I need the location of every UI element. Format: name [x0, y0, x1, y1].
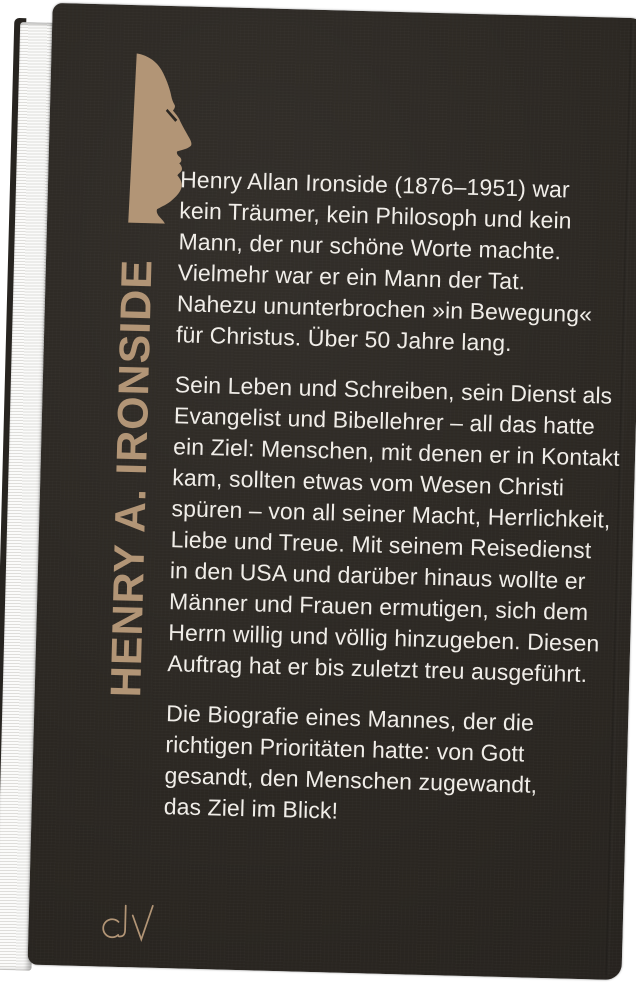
- text-line: Sein Leben und Schreiben, sein Dienst als: [174, 371, 613, 409]
- text-line: Auftrag hat er bis zuletzt treu ausgeführt.: [167, 650, 588, 688]
- clv-logo: [98, 898, 157, 944]
- text-line: Nahezu ununterbrochen »in Bewegung«: [176, 290, 593, 328]
- text-line: Evangelist und Bibellehrer – all das hatte: [173, 402, 596, 440]
- paragraph-2: [167, 369, 625, 691]
- spine-vertical-title: [98, 234, 167, 721]
- text-line: Liebe und Treue. Mit seinem Reisedienst: [170, 526, 592, 564]
- text-line: Die Biografie eines Mannes, der die: [165, 700, 535, 736]
- text-line: Henry Allan Ironside (1876–1951) war: [179, 166, 571, 203]
- text-line: kam, sollten etwas vom Wesen Christi: [172, 464, 565, 501]
- text-line: kein Träumer, kein Philosoph und kein: [179, 197, 572, 234]
- text-line: ein Ziel: Menschen, mit denen er in Kontakt: [172, 433, 621, 471]
- text-line: Herrn willig und völlig hinzugeben. Diesen: [167, 619, 600, 657]
- paragraph-1: [176, 164, 631, 362]
- book: [0, 2, 636, 986]
- text-line: spüren – von all seiner Macht, Herrlichkeit,: [171, 495, 611, 533]
- text-line: das Ziel im Blick!: [163, 793, 339, 824]
- back-cover: [28, 3, 636, 980]
- text-line: Vielmehr war er ein Mann der Tat.: [177, 259, 526, 295]
- back-cover-text: [163, 164, 630, 834]
- text-line: Männer und Frauen ermutigen, sich dem: [168, 588, 589, 626]
- text-line: gesandt, den Menschen zugewandt,: [164, 762, 538, 798]
- paragraph-3: [163, 698, 616, 834]
- spine-title-text: HENRY A. IRONSIDE: [102, 258, 162, 698]
- text-line: in den USA und darüber hinaus wollte er: [169, 557, 586, 595]
- text-line: für Christus. Über 50 Jahre lang.: [175, 321, 513, 357]
- text-line: Mann, der nur schöne Worte machte.: [178, 228, 562, 265]
- text-line: richtigen Prioritäten hatte: von Gott: [165, 731, 525, 767]
